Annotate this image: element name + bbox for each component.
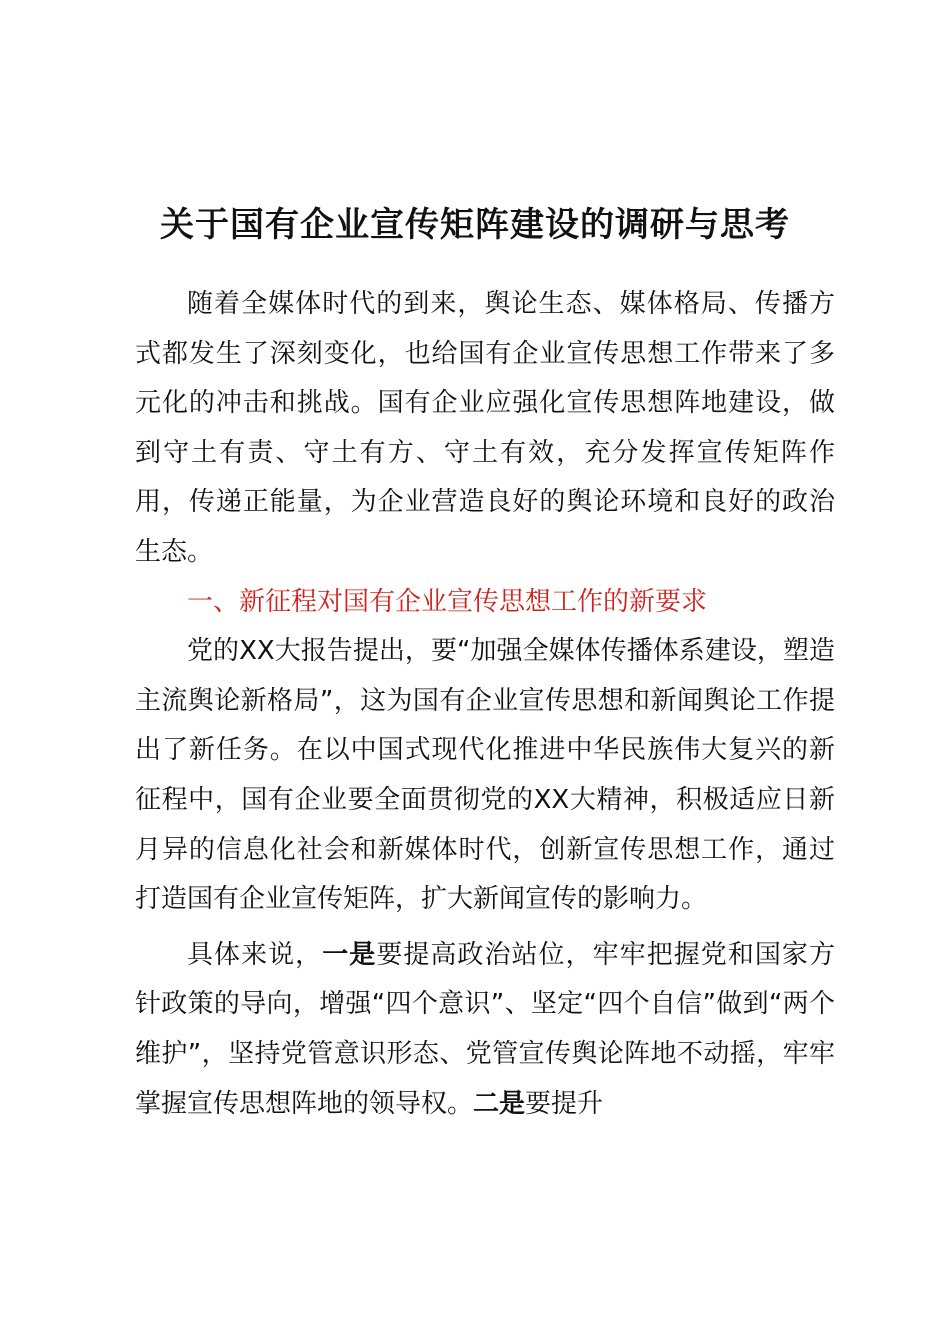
paragraph-intro: 随着全媒体时代的到来，舆论生态、媒体格局、传播方式都发生了深刻变化，也给国有企业宣传思想工作带来了多元化的冲击和挑战。国有企业应强化宣传思想阵地建设，做到守土有责、守土有方、守土有效，充分发挥宣传矩阵作用，传递正能量，为企业营造良好的舆论环境和良好的政治生态。 (135, 289, 835, 567)
paragraph-section-1: 党的XX大报告提出，要“加强全媒体传播体系建设，塑造主流舆论新格局”，这为国有企业宣传思想和新闻舆论工作提出了新任务。在以中国式现代化推进中华民族伟大复兴的新征程中，国有企业要全面贯彻党的XX大精神，积极适应日新月异的信息化社会和新媒体时代，创新宣传思想工作，通过打造国有企业宣传矩阵，扩大新闻宣传的影响力。 (135, 636, 835, 915)
document-title: 关于国有企业宣传矩阵建设的调研与思考 (160, 205, 790, 245)
point-one-label: 一是 (322, 939, 377, 970)
document-body (135, 280, 835, 1129)
paragraph-specifics-part-3: 要提升 (525, 1088, 604, 1119)
section-heading-1: 一、新征程对国有企业宣传思想工作的新要求 (187, 586, 708, 617)
paragraph-specifics-part-1: 具体来说， (187, 939, 323, 970)
point-two-label: 二是 (473, 1088, 526, 1119)
paragraph-specifics (135, 931, 835, 1129)
paragraph-specifics-part-2: 要提高政治站位，牢牢把握党和国家方针政策的导向，增强“四个意识”、坚定“四个自信”做到“两个维护”，坚持党管意识形态、党管宣传舆论阵地不动摇，牢牢掌握宣传思想阵地的领导权。 (135, 939, 835, 1119)
